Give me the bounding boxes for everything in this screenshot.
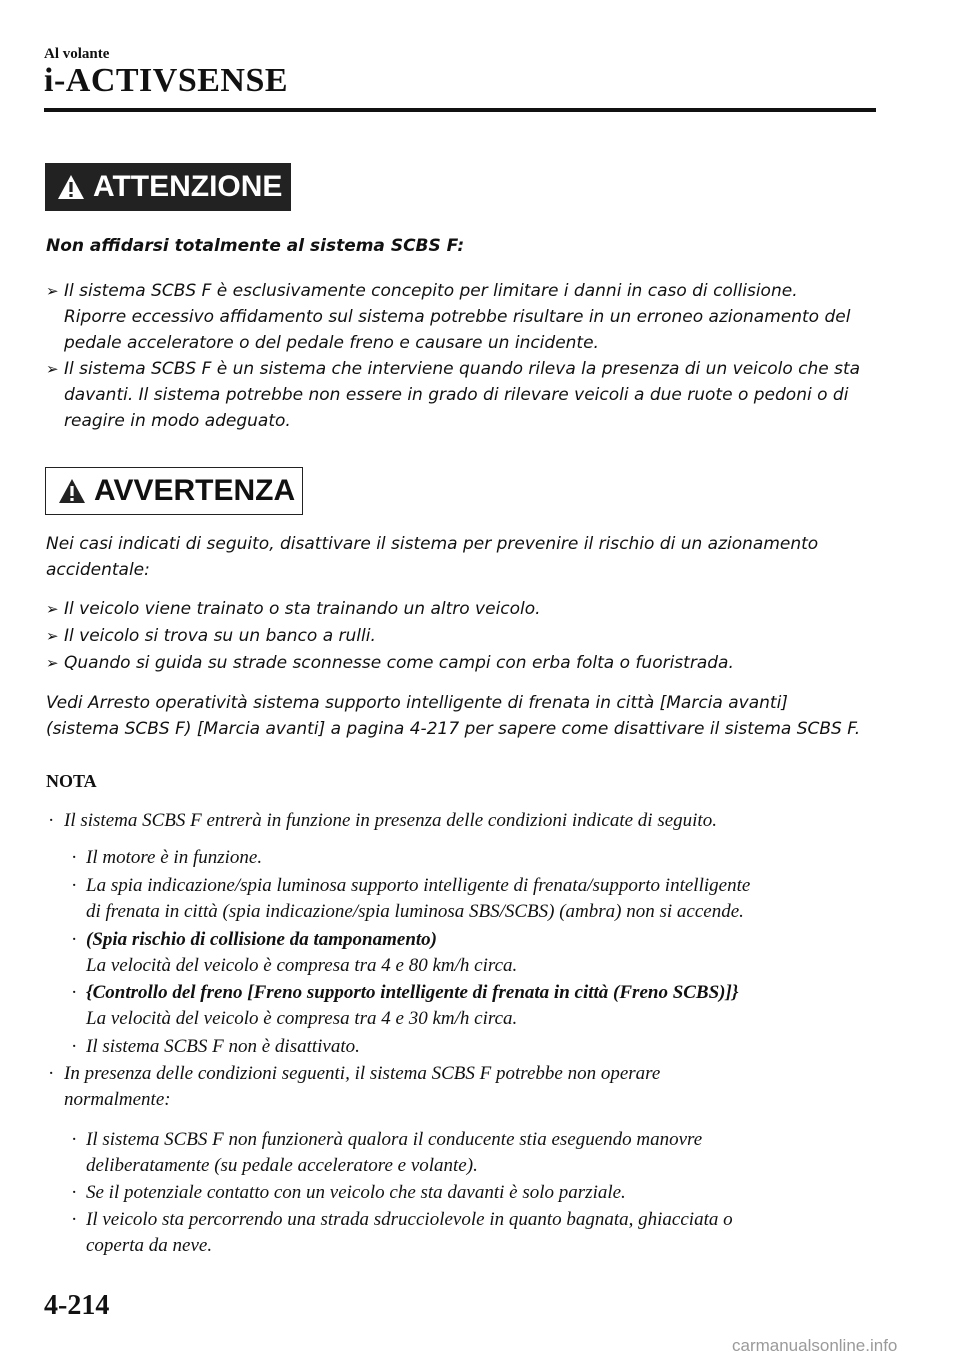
section-label: Al volante	[44, 46, 110, 62]
line: (sistema SCBS F) [Marcia avanti] a pagina 4-217 per sapere come disattivare il sistema SCBS F.	[46, 719, 861, 739]
line: pedale acceleratore o del pedale freno e causare un incidente.	[64, 333, 599, 353]
dot-bullet-icon: ·	[71, 1182, 78, 1203]
line: Se il potenziale contatto con un veicolo che sta davanti è solo parziale.	[86, 1182, 626, 1203]
attenzione-label: ATTENZIONE	[93, 170, 283, 203]
line: La velocità del veicolo è compresa tra 4 e 30 km/h circa.	[86, 1008, 518, 1029]
line: Il motore è in funzione.	[86, 847, 263, 868]
header-divider	[44, 108, 876, 112]
line: Riporre eccessivo affidamento sul sistema potrebbe risultare in un erroneo azionamento del	[64, 307, 851, 327]
line: La spia indicazione/spia luminosa supporto intelligente di frenata/supporto intelligente	[86, 875, 751, 896]
nota-subitem	[70, 845, 876, 871]
avvertenza-banner	[45, 467, 303, 515]
line: Il veicolo sta percorrendo una strada sdrucciolevole in quanto bagnata, ghiacciata o	[86, 1209, 733, 1230]
line: Il sistema SCBS F non funzionerà qualora il conducente stia eseguendo manovre	[86, 1129, 703, 1150]
dot-bullet-icon: ·	[71, 1209, 78, 1230]
line: La velocità del veicolo è compresa tra 4 e 80 km/h circa.	[86, 955, 518, 976]
line: davanti. Il sistema potrebbe non essere in grado di rilevare veicoli a due ruote o pedoni o di	[64, 385, 849, 405]
nota-subitem	[70, 980, 876, 1032]
dot-bullet-icon: ·	[71, 929, 78, 950]
avvertenza-bullet	[46, 623, 876, 649]
line: accidentale:	[46, 560, 150, 580]
nota-subitem	[70, 873, 876, 925]
arrow-bullet-icon: ➢	[46, 654, 59, 672]
avvertenza-label: AVVERTENZA	[94, 474, 296, 507]
arrow-bullet-icon: ➢	[46, 600, 59, 618]
dot-bullet-icon: ·	[71, 1036, 78, 1057]
line: Il veicolo si trova su un banco a rulli.	[64, 626, 376, 646]
line: In presenza delle condizioni seguenti, il sistema SCBS F potrebbe non operare	[64, 1063, 661, 1084]
nota-subitem	[70, 1180, 876, 1206]
line: di frenata in città (spia indicazione/spia luminosa SBS/SCBS) (ambra) non si accende.	[86, 901, 744, 922]
page-title: i-ACTIVSENSE	[44, 62, 289, 99]
attenzione-bullet	[46, 356, 876, 434]
warning-icon	[57, 174, 85, 200]
nota-item	[46, 1061, 876, 1113]
attenzione-banner	[45, 163, 291, 211]
line: reagire in modo adeguato.	[64, 411, 291, 431]
arrow-bullet-icon: ➢	[46, 627, 59, 645]
avvertenza-reference	[46, 690, 876, 742]
dot-bullet-icon: ·	[71, 875, 78, 896]
attenzione-bullet	[46, 278, 876, 356]
line: Il sistema SCBS F entrerà in funzione in presenza delle condizioni indicate di seguito.	[64, 810, 717, 831]
avvertenza-lead	[46, 531, 876, 583]
arrow-bullet-icon: ➢	[46, 360, 59, 378]
line: Vedi Arresto operatività sistema supporto intelligente di frenata in città [Marcia avanti]	[46, 693, 788, 713]
line: Quando si guida su strade sconnesse come campi con erba folta o fuoristrada.	[64, 653, 734, 673]
attenzione-lead: Non affidarsi totalmente al sistema SCBS F:	[46, 236, 465, 256]
arrow-bullet-icon: ➢	[46, 282, 59, 300]
warning-icon	[58, 478, 86, 504]
nota-subitem	[70, 1207, 876, 1259]
line: Il veicolo viene trainato o sta trainando un altro veicolo.	[64, 599, 541, 619]
line: Il sistema SCBS F è esclusivamente concepito per limitare i danni in caso di collisione.	[64, 281, 798, 301]
page-number: 4-214	[44, 1290, 110, 1321]
line: normalmente:	[64, 1089, 171, 1110]
line: deliberatamente (su pedale acceleratore e volante).	[86, 1155, 478, 1176]
dot-bullet-icon: ·	[71, 847, 78, 868]
nota-item	[46, 808, 876, 834]
line: Il sistema SCBS F è un sistema che interviene quando rileva la presenza di un veicolo che sta	[64, 359, 861, 379]
nota-subitem	[70, 927, 876, 979]
line: Il sistema SCBS F non è disattivato.	[86, 1036, 360, 1057]
watermark: carmanualsonline.info	[732, 1336, 898, 1355]
dot-bullet-icon: ·	[71, 1129, 78, 1150]
avvertenza-bullet	[46, 596, 876, 622]
subitem-heading: (Spia rischio di collisione da tamponamento)	[86, 929, 437, 950]
line: coperta da neve.	[86, 1235, 213, 1256]
subitem-heading: {Controllo del freno [Freno supporto intelligente di frenata in città (Freno SCBS)]}	[86, 982, 739, 1003]
nota-subitem	[70, 1034, 876, 1060]
nota-subitem	[70, 1127, 876, 1179]
nota-title: NOTA	[46, 771, 97, 791]
avvertenza-bullet	[46, 650, 876, 676]
dot-bullet-icon: ·	[48, 810, 55, 831]
dot-bullet-icon: ·	[71, 982, 78, 1003]
dot-bullet-icon: ·	[48, 1063, 55, 1084]
line: Nei casi indicati di seguito, disattivare il sistema per prevenire il rischio di un azionamento	[46, 534, 819, 554]
